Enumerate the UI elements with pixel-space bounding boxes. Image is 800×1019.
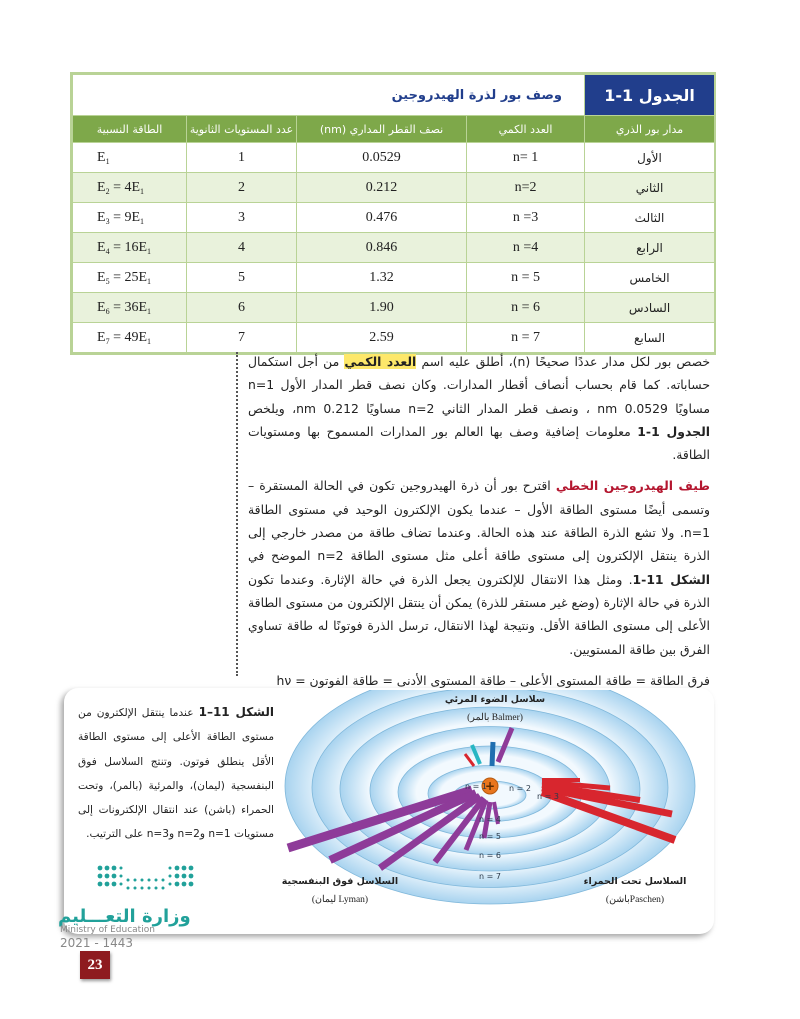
logo-dot [182,874,187,879]
energy-symbol: E [97,179,106,195]
cell-orbit: الثالث [585,203,715,233]
cell-quantum-number: n = 5 [467,263,585,293]
cell-orbit: الخامس [585,263,715,293]
logo-dot [182,866,187,871]
logo-dot [169,883,172,886]
energy-symbol: E [97,299,106,315]
header-sublevels: عدد المستويات الثانوية [187,116,297,143]
dotted-margin-line [236,352,238,676]
energy-relation: = 9E [109,209,141,225]
logo-dot [112,874,117,879]
logo-dot [175,874,180,879]
logo-dot [189,882,194,887]
logo-dot [169,875,172,878]
bohr-model-table [72,74,715,353]
energy-relation-subscript: 1 [140,186,145,196]
cell-sublevels: 6 [187,293,297,323]
cell-orbit: السادس [585,293,715,323]
logo-dot [189,866,194,871]
energy-level-label: n = 5 [479,832,501,841]
ministry-name-arabic: وزارة التعـــليم [58,906,191,927]
logo-dot [98,882,103,887]
page-number: 23 [80,951,110,979]
energy-symbol: E [97,149,106,165]
table-title: وصف بور لذرة الهيدروجين [73,75,585,116]
bohr-table [70,72,716,355]
energy-subscript: 3 [105,216,110,226]
energy-relation: = 16E [109,239,148,255]
table-number: الجدول 1-1 [585,75,715,116]
logo-dot [141,879,144,882]
cell-orbit: الأول [585,143,715,173]
cell-quantum-number: n = 6 [467,293,585,323]
table-row [73,323,715,353]
energy-subscript: 6 [105,306,110,316]
energy-level-label: n = 7 [479,872,501,881]
header-radius: نصف القطر المداري (nm) [297,116,467,143]
p1-text-a: خصص بور لكل مدار عددًا صحيحًا (n)، أطلق عليه اسم [416,354,711,369]
energy-level-label: n = 2 [509,784,531,793]
cell-quantum-number: n=2 [467,173,585,203]
logo-dot [98,866,103,871]
logo-dot [155,887,158,890]
energy-symbol: E [97,329,106,345]
header-energy: الطاقة النسبية [73,116,187,143]
energy-subscript: 2 [105,186,110,196]
ministry-name-english: Ministry of Education [60,925,155,935]
energy-subscript: 7 [105,336,110,346]
logo-dot [112,866,117,871]
cell-sublevels: 3 [187,203,297,233]
energy-level-label: n = 1 [465,782,487,791]
paschen-title: السلاسل تحت الحمراء [583,876,687,887]
logo-dot [141,887,144,890]
energy-relation: = 25E [109,269,148,285]
logo-dot [175,866,180,871]
energy-relation: = 4E [109,179,141,195]
cell-radius: 1.90 [297,293,467,323]
energy-subscript: 4 [105,246,110,256]
section-heading-line-spectrum: طيف الهيدروجين الخطي [555,478,710,494]
p1-text-b: من أجل استكمال حساباته. كما قام بحساب أنصاف أقطار المدارات. وكان نصف قطر المدار الأول n=1 مساويًا 0.0529 nm ، ونصف قطر المدار الثاني n=2 مساويًا 0.212 nm، ويلخص [248,354,710,416]
plus-sign-icon: + [484,779,496,793]
logo-dot [148,879,151,882]
cell-radius: 1.32 [297,263,467,293]
figure-reference: الشكل 11-1 [632,571,710,587]
cell-orbit: السابع [585,323,715,353]
energy-level-label: n = 6 [479,851,501,860]
cell-quantum-number: n= 1 [467,143,585,173]
energy-relation-subscript: 1 [147,306,152,316]
paschen-subtitle: (باشنPaschen) [605,895,665,905]
body-text [248,350,710,700]
energy-symbol: E [97,209,106,225]
cell-sublevels: 7 [187,323,297,353]
cell-orbit: الرابع [585,233,715,263]
p2-text-b: . ومثل هذا الانتقال للإلكترون يجعل الذرة في حالة الإثارة. وعندما تكون الذرة في حالة الإثارة (وضع غير مستقر للذرة) يمكن أن ينتقل الإلكترون من مستوى الطاقة الأعلى إلى مستوى الطاقة الأقل. ونتيجة لهذا الانتقال، ترسل الذرة فوتونًا له طاقة تساوي الفرق بين طاقة المستويين. [248,571,710,657]
cell-energy [73,323,187,353]
p2-text-a: اقترح بور أن ذرة الهيدروجين تكون في الحالة المستقرة – وتسمى أيضًا مستوى الطاقة الأول – عندما يكون الإلكترون الوحيد في مستوى الطاقة n=1. ولا تشع الذرة الطاقة عند هذه الحالة. وعندما تضاف طاقة من مصدر خارجي إلى الذرة ينتقل الإلكترون إلى مستوى طاقة أعلى مثل مستوى الطاقة n=2 الموضح في [248,478,710,564]
figure-caption [78,700,274,847]
logo-dot [112,882,117,887]
cell-radius: 0.212 [297,173,467,203]
cell-sublevels: 2 [187,173,297,203]
logo-dot [162,879,165,882]
logo-dot [105,866,110,871]
cell-orbit: الثاني [585,173,715,203]
caption-text: عندما ينتقل الإلكترون من مستوى الطاقة الأعلى إلى مستوى الطاقة الأقل ينطلق فوتون. وتنتج السلاسل فوق البنفسجية (ليمان)، والمرئية (بالمر)، وتحت الحمراء (باشن) عند انتقال الإلكترونات إلى مستويات n=1 وn=2 وn=3 على الترتيب. [78,707,274,841]
cell-energy [73,143,187,173]
energy-level-label: n = 4 [479,815,501,824]
logo-dot [175,882,180,887]
cell-energy [73,203,187,233]
cell-sublevels: 5 [187,263,297,293]
balmer-subtitle: (بالمر Balmer) [467,713,523,723]
cell-radius: 0.846 [297,233,467,263]
highlight-quantum-number: العدد الكمي [344,354,417,369]
cell-radius: 0.476 [297,203,467,233]
logo-dot [127,887,130,890]
cell-energy [73,173,187,203]
table-header-row [73,116,715,143]
logo-dot [105,882,110,887]
energy-relation-subscript: 1 [140,216,145,226]
edition-year: 2021 - 1443 [60,936,134,950]
paragraph-line-spectrum [248,474,710,660]
logo-dot [120,883,123,886]
energy-level-label: n = 3 [537,792,559,801]
table-reference: الجدول 1-1 [637,423,710,439]
energy-symbol: E [97,239,106,255]
energy-relation-subscript: 1 [147,336,152,346]
paragraph-quantum-number [248,350,710,466]
logo-dot [189,874,194,879]
energy-relation-subscript: 1 [147,246,152,256]
cell-quantum-number: n = 7 [467,323,585,353]
logo-dot [98,874,103,879]
ministry-logo [94,862,194,892]
cell-quantum-number: n =3 [467,203,585,233]
table-row [73,173,715,203]
cell-quantum-number: n =4 [467,233,585,263]
logo-dot [134,879,137,882]
balmer-title: سلاسل الضوء المرئي [444,694,546,705]
cell-radius: 2.59 [297,323,467,353]
table-row [73,233,715,263]
energy-relation: = 49E [109,329,148,345]
p1-text-c: معلومات إضافية وصف بها العالم بور المدارات المسموح بها ومستويات الطاقة. [248,423,710,463]
lyman-subtitle: (ليمان Lyman) [311,895,369,905]
energy-equation: فرق الطاقة = طاقة المستوى الأعلى – طاقة المستوى الأدنى = طاقة الفوتون = hν [276,672,710,688]
lyman-title: السلاسل فوق البنفسجية [281,876,399,887]
logo-dot [120,867,123,870]
table-row [73,293,715,323]
cell-radius: 0.0529 [297,143,467,173]
energy-subscript: 5 [105,276,110,286]
logo-dot [182,882,187,887]
cell-energy [73,233,187,263]
energy-subscript: 1 [105,156,110,166]
logo-dot [155,879,158,882]
logo-dot [120,875,123,878]
logo-dot [148,887,151,890]
cell-sublevels: 4 [187,233,297,263]
cell-sublevels: 1 [187,143,297,173]
caption-number: الشكل 11–1 [198,705,275,719]
table-row [73,203,715,233]
energy-symbol: E [97,269,106,285]
logo-dot [105,874,110,879]
balmer-arrow-blue [492,742,493,766]
cell-energy [73,263,187,293]
logo-dot [134,887,137,890]
header-quantum-number: العدد الكمي [467,116,585,143]
logo-dot [162,887,165,890]
logo-dot [127,879,130,882]
cell-energy [73,293,187,323]
header-orbit: مدار بور الذري [585,116,715,143]
energy-relation-subscript: 1 [147,276,152,286]
logo-dot [169,867,172,870]
table-row [73,143,715,173]
energy-relation: = 36E [109,299,148,315]
bohr-orbits-diagram [280,690,710,920]
table-row [73,263,715,293]
